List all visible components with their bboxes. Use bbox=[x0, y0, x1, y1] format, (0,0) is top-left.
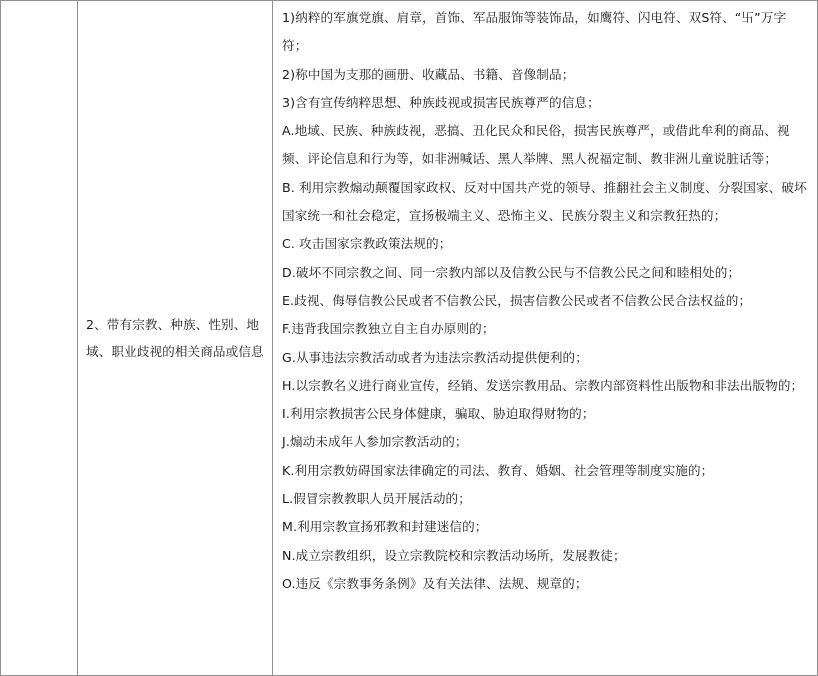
list-item: I.利用宗教损害公民身体健康，骗取、胁迫取得财物的； bbox=[282, 406, 595, 422]
category-cell: 2、带有宗教、种族、性别、地域、职业歧视的相关商品或信息 bbox=[78, 1, 273, 676]
list-item: A.地域、民族、种族歧视，恶搞、丑化民众和民俗，损害民族尊严，或借此牟利的商品、视频、评论信息和行为等，如非洲喊话、黑人举牌、黑人祝福定制、教非洲儿童说脏话等； bbox=[282, 123, 790, 167]
list-item: F.违背我国宗教独立自主自办原则的； bbox=[282, 321, 495, 337]
list-item: D.破坏不同宗教之间、同一宗教内部以及信教公民与不信教公民之间和睦相处的； bbox=[282, 264, 741, 280]
list-item: L.假冒宗教教职人员开展活动的； bbox=[282, 491, 471, 507]
list-item: G.从事违法宗教活动或者为违法宗教活动提供便利的； bbox=[282, 349, 588, 365]
list-item: 3)含有宣传纳粹思想、种族歧视或损害民族尊严的信息； bbox=[282, 94, 600, 110]
index-cell bbox=[1, 1, 78, 676]
list-item: H.以宗教名义进行商业宣传，经销、发送宗教用品、宗教内部资料性出版物和非法出版物的； bbox=[282, 377, 804, 393]
table-row bbox=[1, 1, 818, 676]
items-cell bbox=[273, 1, 818, 676]
list-item: 1)纳粹的军旗党旗、肩章，首饰、军品服饰等装饰品，如鹰符、闪电符、双S符、“卐”万字符； bbox=[282, 10, 787, 54]
list-item: J.煽动未成年人参加宗教活动的； bbox=[282, 434, 468, 450]
list-item: B. 利用宗教煽动颠覆国家政权、反对中国共产党的领导、推翻社会主义制度、分裂国家、破坏国家统一和社会稳定，宣扬极端主义、恐怖主义、民族分裂主义和宗教狂热的； bbox=[282, 179, 807, 224]
list-item: K.利用宗教妨碍国家法律确定的司法、教育、婚姻、社会管理等制度实施的； bbox=[282, 462, 714, 478]
list-item: O.违反《宗教事务条例》及有关法律、法规、规章的； bbox=[282, 575, 588, 591]
list-item: 2)称中国为支那的画册、收藏品、书籍、音像制品； bbox=[282, 66, 575, 82]
list-item: C. 攻击国家宗教政策法规的； bbox=[282, 236, 452, 252]
list-item: N.成立宗教组织，设立宗教院校和宗教活动场所，发展教徒； bbox=[282, 547, 626, 563]
list-item: E.歧视、侮辱信教公民或者不信教公民，损害信教公民或者不信教公民合法权益的； bbox=[282, 292, 752, 308]
list-item: M.利用宗教宣扬邪教和封建迷信的； bbox=[282, 519, 488, 535]
